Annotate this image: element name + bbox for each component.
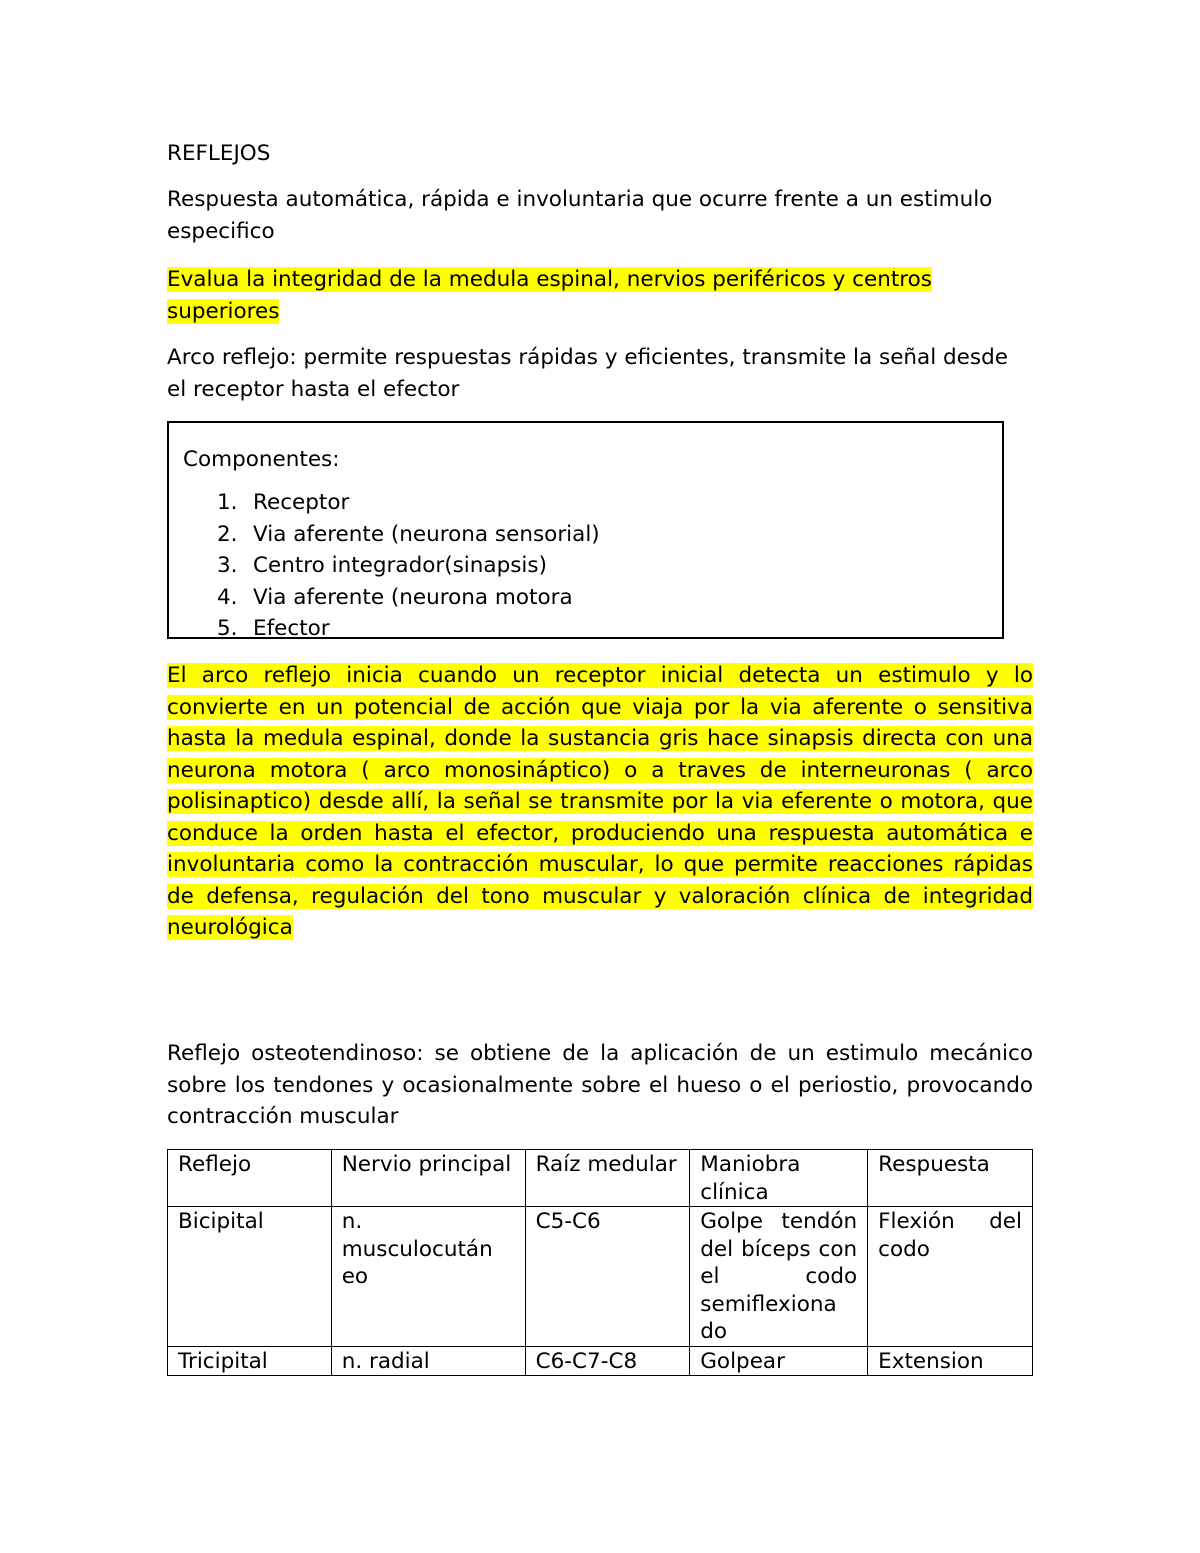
definition-paragraph: Respuesta automática, rápida e involuntaria que ocurre frente a un estimulo especifico	[167, 187, 993, 244]
table-cell: Golpear	[690, 1346, 868, 1376]
table-cell: n. musculocután eo	[331, 1207, 525, 1347]
table-cell: Extension	[868, 1346, 1033, 1376]
table-cell: C5-C6	[525, 1207, 690, 1347]
table-header-cell: Respuesta	[868, 1150, 1033, 1207]
list-number: 3.	[217, 553, 238, 578]
list-number: 4.	[217, 584, 238, 610]
table-header-cell: Maniobra clínica	[690, 1150, 868, 1207]
list-item	[183, 519, 600, 551]
list-item	[183, 487, 600, 519]
components-title: Componentes:	[183, 447, 340, 472]
evaluation-highlight: Evalua la integridad de la medula espinal, nervios periféricos y centros superiores	[167, 267, 932, 324]
table-cell: Flexión del codo	[868, 1207, 1033, 1347]
table-cell: Tricipital	[168, 1346, 332, 1376]
arc-intro-paragraph: Arco reflejo: permite respuestas rápidas y eficientes, transmite la señal desde el receptor hasta el efector	[167, 345, 1008, 402]
list-item	[183, 550, 600, 582]
list-text: Efector	[253, 616, 330, 639]
arc-description-highlight: El arco reflejo inicia cuando un receptor inicial detecta un estimulo y lo convierte en un potencial de acción que viaja por la via aferente o sensitiva hasta la medula espinal, donde la sustancia gris hace sinapsis directa con una neurona motora ( arco monosináptico) o a traves de interneuronas ( arco polisinaptico) desde allí, la señal se transmite por la via eferente o motora, que conduce la orden hasta el efector, produciendo una respuesta automática e involuntaria como la contracción muscular, lo que permite reacciones rápidas de defensa, regulación del tono muscular y valoración clínica de integridad neurológica	[167, 663, 1033, 940]
list-item	[183, 613, 600, 639]
table-row	[168, 1207, 1033, 1347]
table-header-cell: Reflejo	[168, 1150, 332, 1207]
osteotendinous-paragraph: Reflejo osteotendinoso: se obtiene de la aplicación de un estimulo mecánico sobre los tendones y ocasionalmente sobre el hueso o el periostio, provocando contracción muscular	[167, 1041, 1033, 1129]
list-text: Via aferente (neurona motora	[253, 584, 573, 610]
evaluation-paragraph	[167, 264, 1033, 327]
reflex-table	[167, 1149, 1033, 1376]
list-item	[183, 582, 600, 614]
list-number: 5.	[217, 616, 238, 639]
table-header-row	[168, 1150, 1033, 1207]
table-cell: n. radial	[331, 1346, 525, 1376]
list-number: 1.	[217, 490, 238, 515]
arc-description-paragraph	[167, 660, 1033, 944]
list-text: Receptor	[253, 490, 350, 515]
table-cell: Golpe tendón del bíceps con el codo semiflexiona do	[690, 1207, 868, 1347]
list-text: Via aferente (neurona sensorial)	[253, 521, 600, 547]
table-row	[168, 1346, 1033, 1376]
table-cell: Bicipital	[168, 1207, 332, 1347]
table-header-cell: Raíz medular	[525, 1150, 690, 1207]
table-cell: C6-C7-C8	[525, 1346, 690, 1376]
table-header-cell: Nervio principal	[331, 1150, 525, 1207]
list-text: Centro integrador(sinapsis)	[253, 553, 547, 578]
components-box	[167, 421, 1004, 639]
components-list	[183, 487, 600, 639]
list-number: 2.	[217, 521, 238, 547]
document-title: REFLEJOS	[167, 141, 271, 166]
